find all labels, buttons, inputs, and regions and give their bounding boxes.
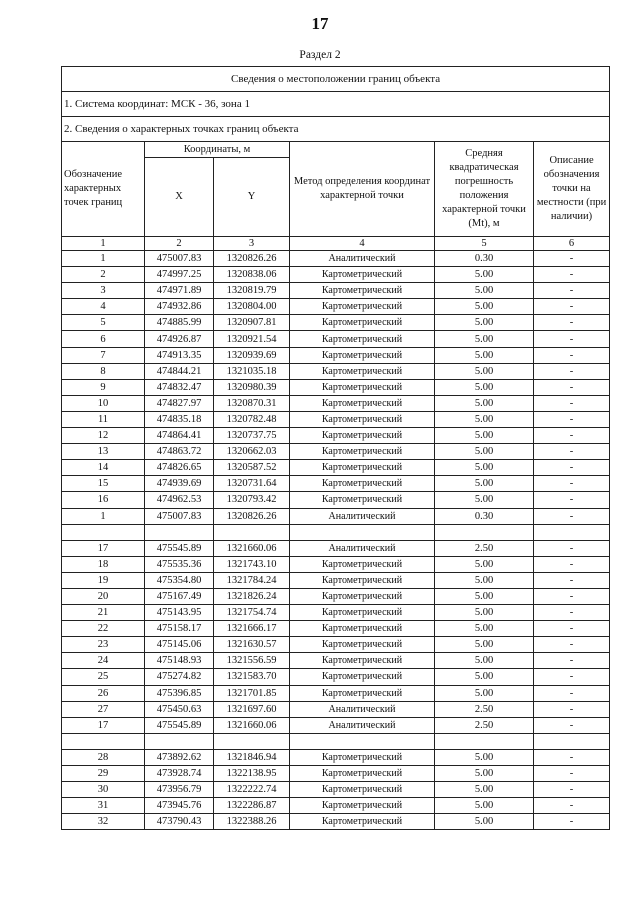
point-number-cell: 31	[62, 798, 145, 814]
page-number: 17	[311, 14, 329, 33]
accuracy-cell: 5.00	[435, 347, 534, 363]
column-number: 3	[214, 237, 290, 251]
point-number-cell: 13	[62, 444, 145, 460]
description-cell: -	[534, 476, 610, 492]
coord-y-cell: 1320980.39	[214, 379, 290, 395]
description-cell: -	[534, 556, 610, 572]
table-row	[62, 492, 610, 508]
table-row	[62, 717, 610, 733]
accuracy-cell: 5.00	[435, 428, 534, 444]
accuracy-cell: 5.00	[435, 460, 534, 476]
accuracy-cell: 5.00	[435, 556, 534, 572]
coord-y-cell: 1321583.70	[214, 669, 290, 685]
table-row	[62, 251, 610, 267]
accuracy-cell: 5.00	[435, 572, 534, 588]
point-number-cell: 15	[62, 476, 145, 492]
accuracy-cell: 5.00	[435, 814, 534, 830]
description-cell: -	[534, 411, 610, 427]
coord-y-cell: 1321743.10	[214, 556, 290, 572]
table-row	[62, 685, 610, 701]
coord-y-cell: 1320662.03	[214, 444, 290, 460]
coord-y-cell: 1320782.48	[214, 411, 290, 427]
point-number-cell: 24	[62, 653, 145, 669]
coord-x-cell: 475535.36	[145, 556, 214, 572]
method-cell: Картометрический	[290, 347, 435, 363]
coord-y-cell: 1320826.26	[214, 251, 290, 267]
description-cell: -	[534, 460, 610, 476]
description-cell: -	[534, 331, 610, 347]
empty-cell	[435, 524, 534, 540]
table-row	[62, 411, 610, 427]
coord-x-cell: 475143.95	[145, 605, 214, 621]
coord-y-cell: 1321697.60	[214, 701, 290, 717]
coord-y-cell: 1320838.06	[214, 267, 290, 283]
coord-y-cell: 1321701.85	[214, 685, 290, 701]
table-row	[62, 782, 610, 798]
table-row	[62, 283, 610, 299]
coord-x-cell: 474844.21	[145, 363, 214, 379]
method-cell: Картометрический	[290, 556, 435, 572]
method-cell: Картометрический	[290, 476, 435, 492]
point-number-cell: 32	[62, 814, 145, 830]
coord-y-cell: 1320826.26	[214, 508, 290, 524]
coord-y-cell: 1321035.18	[214, 363, 290, 379]
table-title: Сведения о местоположении границ объекта	[62, 67, 610, 92]
description-cell: -	[534, 299, 610, 315]
coord-x-cell: 475145.06	[145, 637, 214, 653]
point-number-cell: 21	[62, 605, 145, 621]
accuracy-cell: 5.00	[435, 363, 534, 379]
accuracy-cell: 0.30	[435, 508, 534, 524]
coord-y-cell: 1321660.06	[214, 717, 290, 733]
point-number-cell: 18	[62, 556, 145, 572]
table-row	[62, 460, 610, 476]
method-cell: Аналитический	[290, 251, 435, 267]
description-cell: -	[534, 363, 610, 379]
description-cell: -	[534, 798, 610, 814]
method-cell: Картометрический	[290, 395, 435, 411]
boundary-points-table	[61, 66, 610, 830]
header-designation: Обозначение характерных точек границ	[62, 142, 145, 237]
point-number-cell: 3	[62, 283, 145, 299]
coord-x-cell: 475148.93	[145, 653, 214, 669]
description-cell: -	[534, 717, 610, 733]
empty-cell	[290, 733, 435, 749]
coord-y-cell: 1320731.64	[214, 476, 290, 492]
coord-x-cell: 475545.89	[145, 540, 214, 556]
header-coordinates: Координаты, м	[145, 142, 290, 158]
coord-y-cell: 1321754.74	[214, 605, 290, 621]
point-number-cell: 5	[62, 315, 145, 331]
method-cell: Аналитический	[290, 717, 435, 733]
table-row	[62, 476, 610, 492]
accuracy-cell: 5.00	[435, 267, 534, 283]
column-number: 1	[62, 237, 145, 251]
accuracy-cell: 5.00	[435, 749, 534, 765]
accuracy-cell: 5.00	[435, 766, 534, 782]
coord-x-cell: 475007.83	[145, 508, 214, 524]
description-cell: -	[534, 347, 610, 363]
coord-y-cell: 1321660.06	[214, 540, 290, 556]
table-row	[62, 556, 610, 572]
accuracy-cell: 5.00	[435, 798, 534, 814]
coord-x-cell: 473790.43	[145, 814, 214, 830]
method-cell: Картометрический	[290, 363, 435, 379]
coord-x-cell: 474835.18	[145, 411, 214, 427]
coord-x-cell: 475007.83	[145, 251, 214, 267]
coord-y-cell: 1322138.95	[214, 766, 290, 782]
accuracy-cell: 5.00	[435, 685, 534, 701]
table-row	[62, 347, 610, 363]
table-row	[62, 621, 610, 637]
method-cell: Картометрический	[290, 798, 435, 814]
point-number-cell: 22	[62, 621, 145, 637]
coord-y-cell: 1320870.31	[214, 395, 290, 411]
table-row	[62, 428, 610, 444]
method-cell: Картометрический	[290, 588, 435, 604]
description-cell: -	[534, 766, 610, 782]
description-cell: -	[534, 669, 610, 685]
point-number-cell: 14	[62, 460, 145, 476]
point-number-cell: 2	[62, 267, 145, 283]
accuracy-cell: 5.00	[435, 395, 534, 411]
method-cell: Аналитический	[290, 701, 435, 717]
description-cell: -	[534, 379, 610, 395]
method-cell: Картометрический	[290, 572, 435, 588]
table-row	[62, 766, 610, 782]
accuracy-cell: 5.00	[435, 637, 534, 653]
description-cell: -	[534, 267, 610, 283]
method-cell: Картометрический	[290, 379, 435, 395]
coord-x-cell: 474827.97	[145, 395, 214, 411]
description-cell: -	[534, 540, 610, 556]
point-number-cell: 26	[62, 685, 145, 701]
table-row	[62, 363, 610, 379]
column-number: 6	[534, 237, 610, 251]
method-cell: Аналитический	[290, 508, 435, 524]
coord-x-cell: 475158.17	[145, 621, 214, 637]
point-number-cell: 29	[62, 766, 145, 782]
coord-x-cell: 474971.89	[145, 283, 214, 299]
group-separator-row	[62, 524, 610, 540]
coordinate-system: 1. Система координат: МСК - 36, зона 1	[62, 92, 610, 117]
point-number-cell: 20	[62, 588, 145, 604]
point-number-cell: 4	[62, 299, 145, 315]
empty-cell	[62, 733, 145, 749]
description-cell: -	[534, 814, 610, 830]
coord-x-cell: 474962.53	[145, 492, 214, 508]
coord-x-cell: 474885.99	[145, 315, 214, 331]
description-cell: -	[534, 605, 610, 621]
section-label: Раздел 2	[299, 49, 341, 61]
coord-y-cell: 1322388.26	[214, 814, 290, 830]
method-cell: Картометрический	[290, 331, 435, 347]
accuracy-cell: 5.00	[435, 283, 534, 299]
description-cell: -	[534, 444, 610, 460]
coord-y-cell: 1321666.17	[214, 621, 290, 637]
method-cell: Картометрический	[290, 460, 435, 476]
coord-x-cell: 474932.86	[145, 299, 214, 315]
point-number-cell: 10	[62, 395, 145, 411]
coord-y-cell: 1320939.69	[214, 347, 290, 363]
description-cell: -	[534, 315, 610, 331]
accuracy-cell: 2.50	[435, 540, 534, 556]
description-cell: -	[534, 395, 610, 411]
accuracy-cell: 2.50	[435, 717, 534, 733]
method-cell: Картометрический	[290, 814, 435, 830]
point-number-cell: 1	[62, 251, 145, 267]
coord-y-cell: 1322222.74	[214, 782, 290, 798]
coord-x-cell: 474826.65	[145, 460, 214, 476]
coord-y-cell: 1320737.75	[214, 428, 290, 444]
method-cell: Картометрический	[290, 299, 435, 315]
point-number-cell: 12	[62, 428, 145, 444]
table-row	[62, 605, 610, 621]
description-cell: -	[534, 653, 610, 669]
method-cell: Картометрический	[290, 428, 435, 444]
table-row	[62, 798, 610, 814]
point-number-cell: 8	[62, 363, 145, 379]
header-accuracy: Средняя квадратическая погрешность положения характерной точки (Mt), м	[435, 142, 534, 237]
method-cell: Картометрический	[290, 267, 435, 283]
coord-x-cell: 473945.76	[145, 798, 214, 814]
description-cell: -	[534, 621, 610, 637]
accuracy-cell: 5.00	[435, 379, 534, 395]
coord-y-cell: 1320793.42	[214, 492, 290, 508]
points-heading: 2. Сведения о характерных точках границ объекта	[62, 117, 610, 142]
point-number-cell: 9	[62, 379, 145, 395]
table-row	[62, 637, 610, 653]
accuracy-cell: 5.00	[435, 299, 534, 315]
coord-x-cell: 473956.79	[145, 782, 214, 798]
description-cell: -	[534, 492, 610, 508]
coord-x-cell: 474939.69	[145, 476, 214, 492]
coord-x-cell: 473892.62	[145, 749, 214, 765]
point-number-cell: 25	[62, 669, 145, 685]
accuracy-cell: 2.50	[435, 701, 534, 717]
table-row	[62, 540, 610, 556]
table-row	[62, 701, 610, 717]
coord-x-cell: 474997.25	[145, 267, 214, 283]
table-row	[62, 588, 610, 604]
coord-y-cell: 1321630.57	[214, 637, 290, 653]
column-number-row	[62, 237, 610, 251]
coord-x-cell: 474864.41	[145, 428, 214, 444]
empty-cell	[214, 524, 290, 540]
coord-x-cell: 475545.89	[145, 717, 214, 733]
accuracy-cell: 5.00	[435, 331, 534, 347]
description-cell: -	[534, 782, 610, 798]
coord-x-cell: 474832.47	[145, 379, 214, 395]
method-cell: Аналитический	[290, 540, 435, 556]
table-row	[62, 444, 610, 460]
column-number: 5	[435, 237, 534, 251]
point-number-cell: 30	[62, 782, 145, 798]
accuracy-cell: 5.00	[435, 669, 534, 685]
point-number-cell: 17	[62, 717, 145, 733]
table-row	[62, 395, 610, 411]
point-number-cell: 7	[62, 347, 145, 363]
coord-y-cell: 1320921.54	[214, 331, 290, 347]
empty-cell	[145, 524, 214, 540]
coord-y-cell: 1320819.79	[214, 283, 290, 299]
table-row	[62, 669, 610, 685]
description-cell: -	[534, 428, 610, 444]
method-cell: Картометрический	[290, 669, 435, 685]
coord-x-cell: 475450.63	[145, 701, 214, 717]
coord-y-cell: 1320587.52	[214, 460, 290, 476]
accuracy-cell: 5.00	[435, 588, 534, 604]
empty-cell	[534, 733, 610, 749]
empty-cell	[62, 524, 145, 540]
method-cell: Картометрический	[290, 605, 435, 621]
description-cell: -	[534, 637, 610, 653]
header-y: Y	[214, 158, 290, 237]
description-cell: -	[534, 749, 610, 765]
table-row	[62, 814, 610, 830]
accuracy-cell: 5.00	[435, 315, 534, 331]
coord-x-cell: 474913.35	[145, 347, 214, 363]
header-description: Описание обозначения точки на местности (при наличии)	[534, 142, 610, 237]
accuracy-cell: 5.00	[435, 492, 534, 508]
accuracy-cell: 5.00	[435, 411, 534, 427]
group-separator-row	[62, 733, 610, 749]
point-number-cell: 11	[62, 411, 145, 427]
empty-cell	[435, 733, 534, 749]
accuracy-cell: 0.30	[435, 251, 534, 267]
point-number-cell: 28	[62, 749, 145, 765]
coord-y-cell: 1321784.24	[214, 572, 290, 588]
empty-cell	[534, 524, 610, 540]
point-number-cell: 1	[62, 508, 145, 524]
description-cell: -	[534, 701, 610, 717]
header-method: Метод определения координат характерной точки	[290, 142, 435, 237]
accuracy-cell: 5.00	[435, 782, 534, 798]
coord-x-cell: 473928.74	[145, 766, 214, 782]
method-cell: Картометрический	[290, 621, 435, 637]
column-number: 4	[290, 237, 435, 251]
table-row	[62, 315, 610, 331]
point-number-cell: 27	[62, 701, 145, 717]
coord-y-cell: 1321846.94	[214, 749, 290, 765]
method-cell: Картометрический	[290, 782, 435, 798]
description-cell: -	[534, 572, 610, 588]
description-cell: -	[534, 251, 610, 267]
accuracy-cell: 5.00	[435, 605, 534, 621]
description-cell: -	[534, 508, 610, 524]
method-cell: Картометрический	[290, 492, 435, 508]
description-cell: -	[534, 588, 610, 604]
point-number-cell: 17	[62, 540, 145, 556]
table-row	[62, 267, 610, 283]
point-number-cell: 19	[62, 572, 145, 588]
method-cell: Картометрический	[290, 411, 435, 427]
coord-x-cell: 474926.87	[145, 331, 214, 347]
point-number-cell: 6	[62, 331, 145, 347]
coord-x-cell: 475354.80	[145, 572, 214, 588]
description-cell: -	[534, 685, 610, 701]
table-row	[62, 331, 610, 347]
method-cell: Картометрический	[290, 637, 435, 653]
table-row	[62, 508, 610, 524]
coord-x-cell: 475274.82	[145, 669, 214, 685]
coord-y-cell: 1320907.81	[214, 315, 290, 331]
table-row	[62, 379, 610, 395]
method-cell: Картометрический	[290, 653, 435, 669]
point-number-cell: 23	[62, 637, 145, 653]
table-row	[62, 299, 610, 315]
table-row	[62, 653, 610, 669]
method-cell: Картометрический	[290, 444, 435, 460]
table-row	[62, 572, 610, 588]
method-cell: Картометрический	[290, 766, 435, 782]
empty-cell	[214, 733, 290, 749]
method-cell: Картометрический	[290, 283, 435, 299]
method-cell: Картометрический	[290, 685, 435, 701]
coord-y-cell: 1322286.87	[214, 798, 290, 814]
method-cell: Картометрический	[290, 315, 435, 331]
coord-y-cell: 1321556.59	[214, 653, 290, 669]
point-number-cell: 16	[62, 492, 145, 508]
description-cell: -	[534, 283, 610, 299]
method-cell: Картометрический	[290, 749, 435, 765]
column-number: 2	[145, 237, 214, 251]
empty-cell	[290, 524, 435, 540]
table-row	[62, 749, 610, 765]
coord-x-cell: 475396.85	[145, 685, 214, 701]
accuracy-cell: 5.00	[435, 476, 534, 492]
coord-x-cell: 474863.72	[145, 444, 214, 460]
accuracy-cell: 5.00	[435, 444, 534, 460]
coord-y-cell: 1320804.00	[214, 299, 290, 315]
coord-y-cell: 1321826.24	[214, 588, 290, 604]
coord-x-cell: 475167.49	[145, 588, 214, 604]
header-x: X	[145, 158, 214, 237]
accuracy-cell: 5.00	[435, 653, 534, 669]
empty-cell	[145, 733, 214, 749]
accuracy-cell: 5.00	[435, 621, 534, 637]
